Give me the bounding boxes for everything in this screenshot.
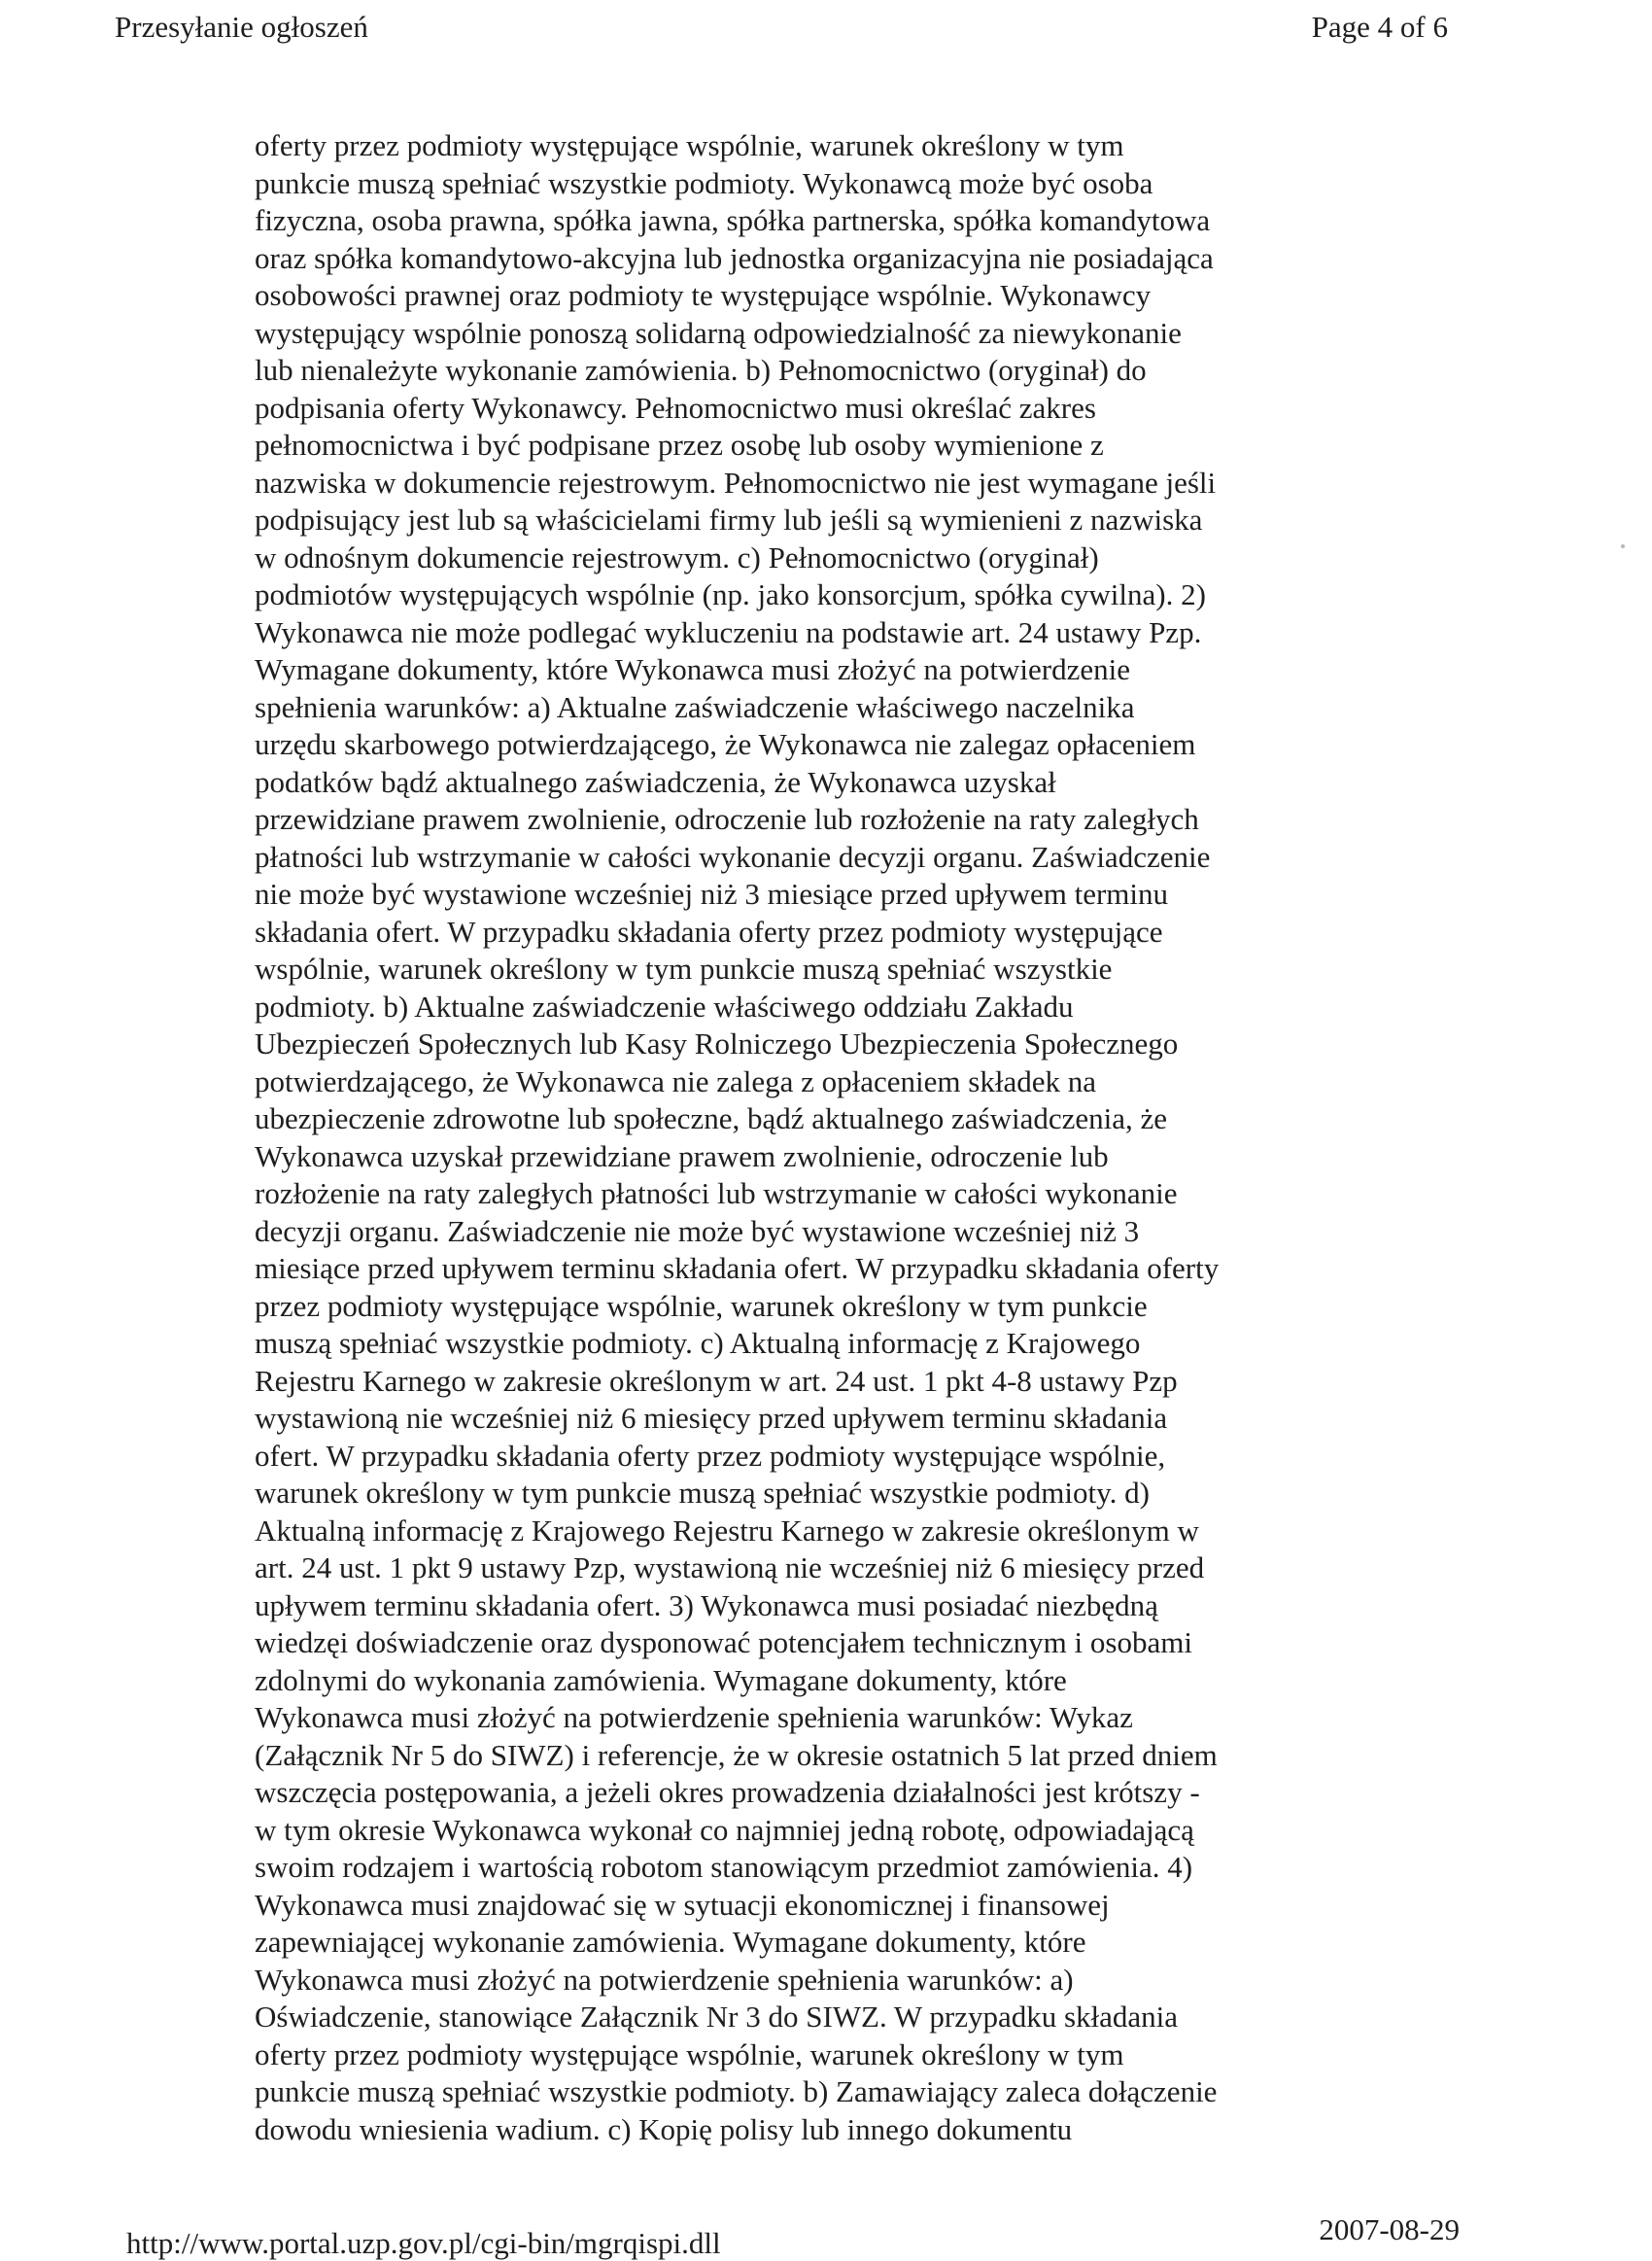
body-line: podpisujący jest lub są właścicielami firmy lub jeśli są wymienieni z nazwiska xyxy=(255,503,1203,537)
body-line: występujący wspólnie ponoszą solidarną odpowiedzialność za niewykonanie xyxy=(255,315,1182,350)
document-body xyxy=(255,127,1324,2148)
body-line: nie może być wystawione wcześniej niż 3 miesiące przed upływem terminu xyxy=(255,877,1169,911)
body-line: zapewniającej wykonanie zamówienia. Wymagane dokumenty, które xyxy=(255,1925,1086,1959)
body-line: przez podmioty występujące wspólnie, warunek określony w tym punkcie xyxy=(255,1288,1148,1323)
body-line: zdolnymi do wykonania zamówienia. Wymagane dokumenty, które xyxy=(255,1662,1067,1697)
body-line: Wykonawca uzyskał przewidziane prawem zwolnienie, odroczenie lub xyxy=(255,1138,1109,1173)
body-line: ofert. W przypadku składania oferty przez podmioty występujące wspólnie, xyxy=(255,1438,1166,1473)
body-line: upływem terminu składania ofert. 3) Wykonawca musi posiadać niezbędną xyxy=(255,1587,1158,1622)
body-line: rozłożenie na raty zaległych płatności lub wstrzymanie w całości wykonanie xyxy=(255,1176,1178,1210)
body-line: miesiące przed upływem terminu składania ofert. W przypadku składania oferty xyxy=(255,1251,1220,1285)
body-line: przewidziane prawem zwolnienie, odroczenie lub rozłożenie na raty zaległych xyxy=(255,802,1199,836)
body-line: swoim rodzajem i wartością robotom stanowiącym przedmiot zamówienia. 4) xyxy=(255,1850,1193,1884)
body-line: podatków bądź aktualnego zaświadczenia, że Wykonawca uzyskał xyxy=(255,764,1056,799)
body-line: Wykonawca nie może podlegać wykluczeniu na podstawie art. 24 ustawy Pzp. xyxy=(255,614,1202,649)
body-line: dowodu wniesienia wadium. c) Kopię polisy lub innego dokumentu xyxy=(255,2111,1073,2146)
body-line: Rejestru Karnego w zakresie określonym w art. 24 ust. 1 pkt 4-8 ustawy Pzp xyxy=(255,1363,1178,1398)
body-line: Ubezpieczeń Społecznych lub Kasy Rolniczego Ubezpieczenia Społecznego xyxy=(255,1026,1179,1061)
body-line: osobowości prawnej oraz podmioty te występujące wspólnie. Wykonawcy xyxy=(255,278,1152,312)
body-line: oraz spółka komandytowo-akcyjna lub jednostka organizacyjna nie posiadająca xyxy=(255,240,1214,275)
body-line: punkcie muszą spełniać wszystkie podmioty. b) Zamawiający zaleca dołączenie xyxy=(255,2074,1218,2108)
body-line: urzędu skarbowego potwierdzającego, że Wykonawca nie zalegaz opłaceniem xyxy=(255,727,1196,761)
body-line: podmiotów występujących wspólnie (np. jako konsorcjum, spółka cywilna). 2) xyxy=(255,577,1206,611)
body-line: podmioty. b) Aktualne zaświadczenie właściwego oddziału Zakładu xyxy=(255,989,1074,1024)
body-line: decyzji organu. Zaświadczenie nie może być wystawione wcześniej niż 3 xyxy=(255,1213,1140,1248)
body-line: ubezpieczenie zdrowotne lub społeczne, bądź aktualnego zaświadczenia, że xyxy=(255,1101,1167,1135)
body-line: pełnomocnictwa i być podpisane przez osobę lub osoby wymienione z xyxy=(255,428,1104,462)
body-line: składania ofert. W przypadku składania oferty przez podmioty występujące xyxy=(255,914,1163,949)
page-number: Page 4 of 6 xyxy=(1311,10,1448,44)
body-line: Wymagane dokumenty, które Wykonawca musi złożyć na potwierdzenie xyxy=(255,652,1130,686)
footer-url: http://www.portal.uzp.gov.pl/cgi-bin/mgrqispi.dll xyxy=(126,2226,721,2260)
body-line: wiedzęi doświadczenie oraz dysponować potencjałem technicznym i osobami xyxy=(255,1625,1192,1659)
body-line: oferty przez podmioty występujące wspólnie, warunek określony w tym xyxy=(255,128,1124,162)
body-line: lub nienależyte wykonanie zamówienia. b) Pełnomocnictwo (oryginał) do xyxy=(255,353,1147,387)
footer-date: 2007-08-29 xyxy=(1319,2212,1460,2246)
body-line: oferty przez podmioty występujące wspólnie, warunek określony w tym xyxy=(255,2036,1124,2071)
body-line: art. 24 ust. 1 pkt 9 ustawy Pzp, wystawioną nie wcześniej niż 6 miesięcy przed xyxy=(255,1550,1205,1584)
body-line: podpisania oferty Wykonawcy. Pełnomocnictwo musi określać zakres xyxy=(255,390,1096,425)
body-line: Oświadczenie, stanowiące Załącznik Nr 3 do SIWZ. W przypadku składania xyxy=(255,2000,1179,2034)
body-line: Aktualną informację z Krajowego Rejestru Karnego w zakresie określonym w xyxy=(255,1513,1199,1548)
scan-artifact xyxy=(1621,544,1625,548)
page-header-title: Przesyłanie ogłoszeń xyxy=(115,10,368,44)
body-line: Wykonawca musi złożyć na potwierdzenie spełnienia warunków: Wykaz xyxy=(255,1700,1133,1734)
body-line: (Załącznik Nr 5 do SIWZ) i referencje, że w okresie ostatnich 5 lat przed dniem xyxy=(255,1737,1218,1772)
body-line: Wykonawca musi znajdować się w sytuacji ekonomicznej i finansowej xyxy=(255,1887,1110,1922)
body-line: wspólnie, warunek określony w tym punkcie muszą spełniać wszystkie xyxy=(255,952,1113,986)
body-line: w tym okresie Wykonawca wykonał co najmniej jedną robotę, odpowiadającą xyxy=(255,1812,1194,1847)
body-line: wszczęcia postępowania, a jeżeli okres prowadzenia działalności jest krótszy - xyxy=(255,1775,1200,1809)
body-line: fizyczna, osoba prawna, spółka jawna, spółka partnerska, spółka komandytowa xyxy=(255,203,1211,237)
body-line: warunek określony w tym punkcie muszą spełniać wszystkie podmioty. d) xyxy=(255,1476,1150,1510)
body-line: płatności lub wstrzymanie w całości wykonanie decyzji organu. Zaświadczenie xyxy=(255,839,1211,874)
body-line: Wykonawca musi złożyć na potwierdzenie spełnienia warunków: a) xyxy=(255,1962,1074,1997)
body-line: muszą spełniać wszystkie podmioty. c) Aktualną informację z Krajowego xyxy=(255,1326,1141,1360)
body-line: spełnienia warunków: a) Aktualne zaświadczenie właściwego naczelnika xyxy=(255,689,1135,724)
body-line: punkcie muszą spełniać wszystkie podmioty. Wykonawcą może być osoba xyxy=(255,165,1153,200)
body-line: potwierdzającego, że Wykonawca nie zalega z opłaceniem składek na xyxy=(255,1063,1096,1098)
body-line: wystawioną nie wcześniej niż 6 miesięcy przed upływem terminu składania xyxy=(255,1401,1168,1435)
body-line: w odnośnym dokumencie rejestrowym. c) Pełnomocnictwo (oryginał) xyxy=(255,539,1099,574)
body-line: nazwiska w dokumencie rejestrowym. Pełnomocnictwo nie jest wymagane jeśli xyxy=(255,465,1217,500)
